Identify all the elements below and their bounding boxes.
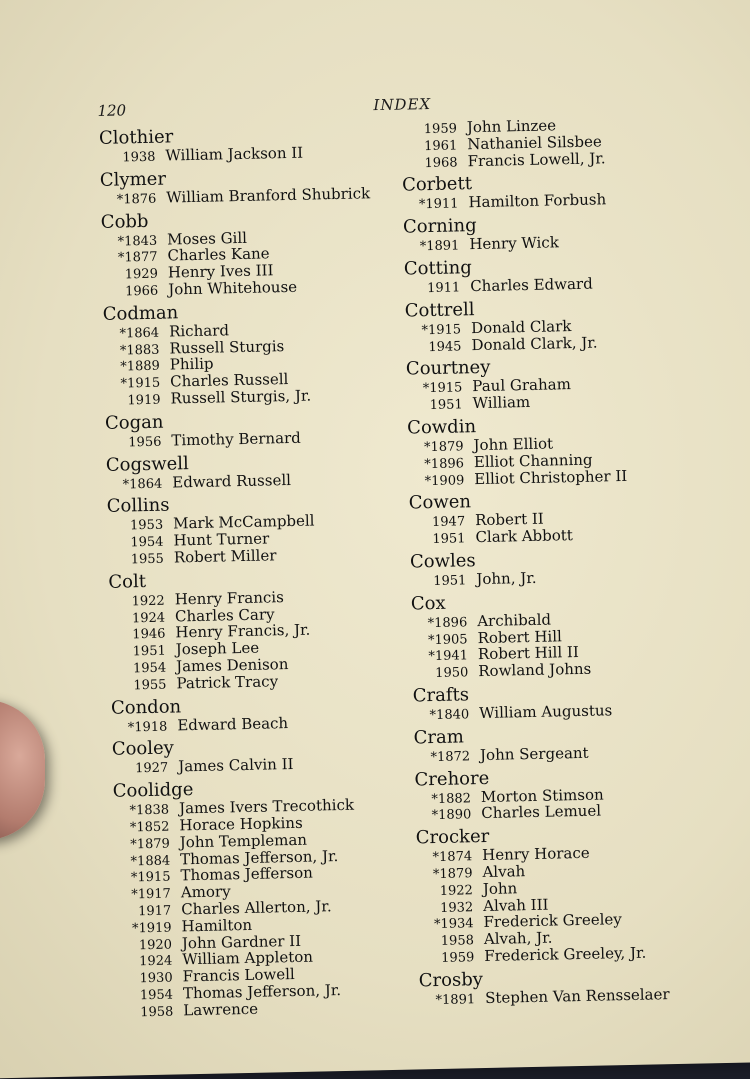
entry-year: *1883 <box>119 342 160 359</box>
entry-name: John Sergeant <box>479 743 589 764</box>
surname-heading: Cobb <box>100 210 149 233</box>
entry-year: *1879 <box>130 836 170 853</box>
entry-name: John Elliot <box>473 434 554 455</box>
page-title: INDEX <box>373 94 432 115</box>
entry-year: 1911 <box>427 280 461 297</box>
entry-name: James Denison <box>175 655 289 676</box>
entry-name: Philip <box>169 354 214 374</box>
entry-name: William Branford Shubrick <box>166 184 371 207</box>
entry-year: *1843 <box>117 233 158 250</box>
entry-name: Rowland Johns <box>478 659 592 681</box>
entry-year: *1877 <box>117 250 158 266</box>
entry-year: 1932 <box>439 899 474 916</box>
entry-year: *1918 <box>127 719 168 735</box>
entry-name: William Jackson II <box>165 143 304 165</box>
entry-year: 1929 <box>124 266 159 283</box>
entry-year: *1909 <box>424 472 465 489</box>
entry-year: 1955 <box>133 677 167 694</box>
surname-heading: Corning <box>402 215 477 238</box>
surname-heading: Coolidge <box>112 779 194 802</box>
entry-name: Donald Clark <box>470 316 572 337</box>
entry-name: Richard <box>168 321 230 341</box>
entry-year: 1951 <box>132 643 166 660</box>
entry-name: Joseph Lee <box>175 638 260 659</box>
entry-year: *1879 <box>432 866 473 883</box>
entry-year: 1954 <box>139 987 174 1004</box>
entry-year: 1956 <box>128 434 162 451</box>
entry-name: Henry Francis <box>174 587 284 609</box>
entry-name: John, Jr. <box>476 568 537 589</box>
entry-year: 1954 <box>132 660 167 677</box>
entry-year: *1891 <box>435 991 476 1008</box>
entry-name: Archibald <box>477 610 552 630</box>
entry-year: *1838 <box>129 802 170 819</box>
entry-name: Thomas Jefferson, Jr. <box>179 846 339 868</box>
entry-year: *1864 <box>122 476 163 493</box>
entry-year: *1840 <box>429 707 470 724</box>
surname-heading: Corbett <box>401 173 473 196</box>
entry-year: 1924 <box>139 953 173 970</box>
entry-name: Alvah <box>482 862 526 881</box>
entry-name: Paul Graham <box>472 375 572 396</box>
entry-year: 1951 <box>429 397 463 414</box>
entry-year: 1945 <box>428 338 462 355</box>
surname-heading: Cox <box>410 592 446 615</box>
entry-year: 1951 <box>433 573 467 589</box>
surname-heading: Courtney <box>405 357 491 380</box>
surname-heading: Crocker <box>415 826 490 849</box>
entry-year: 1959 <box>441 950 475 966</box>
entry-year: *1896 <box>427 615 468 631</box>
entry-name: Morton Stimson <box>480 785 604 806</box>
entry-year: *1882 <box>431 790 472 807</box>
surname-heading: Crafts <box>412 684 470 707</box>
surname-heading: Colt <box>108 570 147 593</box>
entry-name: John Whitehouse <box>168 277 298 299</box>
entry-name: Russell Sturgis, Jr. <box>170 386 312 408</box>
entry-year: 1924 <box>131 610 166 626</box>
entry-name: Horace Hopkins <box>179 813 303 835</box>
entry-name: William <box>472 393 531 413</box>
entry-year: *1874 <box>432 849 473 866</box>
entry-name: Alvah III <box>483 895 549 915</box>
entry-name: Moses Gill <box>166 228 248 249</box>
surname-heading: Clothier <box>98 126 174 149</box>
entry-year: *1884 <box>130 853 171 869</box>
entry-name: Nathaniel Silsbee <box>467 132 602 154</box>
entry-name: Charles Lemuel <box>481 801 602 823</box>
entry-name: Henry Ives III <box>167 261 274 282</box>
entry-year: 1958 <box>140 1004 174 1020</box>
entry-name: Elliot Channing <box>473 450 593 471</box>
entry-year: *1905 <box>427 631 468 648</box>
entry-year: *1917 <box>131 886 172 903</box>
entry-year: 1966 <box>125 283 159 300</box>
entry-year: *1934 <box>433 916 474 933</box>
entry-year: *1915 <box>421 322 462 338</box>
entry-year: 1919 <box>127 392 161 409</box>
entry-year: 1953 <box>129 518 164 534</box>
surname-heading: Cowdin <box>406 416 477 439</box>
entry-year: 1930 <box>139 970 173 987</box>
entry-name: Francis Lowell, Jr. <box>467 148 606 170</box>
entry-name: Frederick Greeley, Jr. <box>484 943 647 965</box>
entry-name: Robert Miller <box>173 546 277 567</box>
surname-heading: Cowles <box>409 550 476 573</box>
entry-year: 1968 <box>424 155 458 171</box>
entry-year: *1879 <box>423 439 464 456</box>
entry-year: *1919 <box>131 920 172 937</box>
entry-name: Charles Allerton, Jr. <box>181 897 332 919</box>
entry-year: *1911 <box>418 196 459 213</box>
entry-name: Thomas Jefferson, Jr. <box>182 980 342 1003</box>
entry-year: *1889 <box>120 359 160 375</box>
entry-year: 1938 <box>122 149 156 166</box>
entry-name: Charles Russell <box>169 370 289 391</box>
entry-year: 1922 <box>439 882 474 899</box>
entry-name: Frederick Greeley <box>483 910 622 932</box>
entry-year: 1920 <box>138 937 173 953</box>
entry-name: Hamilton Forbush <box>468 190 607 212</box>
surname-heading: Cooley <box>111 737 175 761</box>
entry-year: *1915 <box>422 380 463 397</box>
entry-name: Amory <box>180 882 231 902</box>
entry-name: Hunt Turner <box>173 529 270 550</box>
entry-name: Alvah, Jr. <box>483 928 553 949</box>
entry-year: 1950 <box>435 665 469 682</box>
surname-heading: Crosby <box>418 968 484 992</box>
entry-name: Edward Beach <box>177 713 289 734</box>
surname-heading: Collins <box>106 494 170 518</box>
entry-name: Henry Wick <box>469 233 559 254</box>
entry-name: Robert Hill <box>477 626 563 647</box>
entry-name: Mark McCampbell <box>172 511 315 533</box>
entry-name: Charles Kane <box>167 244 270 265</box>
entry-year: 1946 <box>132 626 166 643</box>
entry-year: 1917 <box>137 903 172 920</box>
entry-name: Charles Edward <box>470 274 593 296</box>
entry-name: Francis Lowell <box>182 965 295 986</box>
entry-name: William Augustus <box>478 701 613 723</box>
surname-heading: Crehore <box>414 767 490 790</box>
entry-name: Donald Clark, Jr. <box>471 333 598 354</box>
entry-name: Stephen Van Rensselaer <box>484 984 670 1007</box>
entry-name: Henry Horace <box>481 843 590 865</box>
entry-year: 1955 <box>130 551 165 568</box>
entry-name: James Calvin II <box>178 755 294 776</box>
entry-name: Lawrence <box>183 999 259 1020</box>
entry-year: 1927 <box>135 760 169 777</box>
entry-name: Robert Hill II <box>477 643 579 664</box>
entry-name: Charles Cary <box>174 604 275 625</box>
surname-heading: Cowen <box>408 491 472 514</box>
entry-year: 1961 <box>424 138 458 154</box>
surname-heading: Cram <box>413 726 465 749</box>
entry-year: 1954 <box>130 534 164 551</box>
entry-name: Robert II <box>474 510 544 530</box>
entry-year: *1915 <box>120 375 161 392</box>
entry-year: *1941 <box>428 648 469 665</box>
entry-year: *1864 <box>119 325 160 342</box>
entry-name: Russell Sturgis <box>169 336 285 358</box>
entry-year: *1891 <box>419 238 460 255</box>
entry-year: 1947 <box>431 514 466 531</box>
surname-heading: Clymer <box>99 168 167 191</box>
entry-name: John Linzee <box>466 116 557 137</box>
surname-heading: Cogswell <box>105 452 190 476</box>
entry-name: John <box>482 879 518 898</box>
entry-name: Elliot Christopher II <box>474 466 628 488</box>
entry-name: Patrick Tracy <box>176 672 279 693</box>
entry-name: James Ivers Trecothick <box>178 795 355 818</box>
entry-year: *1852 <box>129 819 170 836</box>
entry-year: *1872 <box>430 749 471 765</box>
surname-heading: Cogan <box>104 411 164 434</box>
entry-year: 1959 <box>423 121 458 138</box>
page-number: 120 <box>97 101 127 120</box>
entry-year: *1915 <box>130 869 171 886</box>
index-column-left <box>99 121 448 1021</box>
surname-heading: Codman <box>102 302 179 325</box>
entry-year: *1890 <box>431 807 472 824</box>
entry-year: 1922 <box>131 593 165 610</box>
index-column-right <box>401 115 750 1009</box>
entry-year: 1951 <box>432 531 466 548</box>
entry-name: Edward Russell <box>172 470 292 492</box>
surname-heading: Cotting <box>403 257 473 280</box>
entry-year: *1896 <box>424 456 465 472</box>
surname-heading: Condon <box>110 695 182 719</box>
entry-year: *1876 <box>116 191 157 208</box>
entry-name: Hamilton <box>181 915 253 936</box>
entry-year: 1958 <box>440 933 475 950</box>
entry-name: William Appleton <box>182 947 314 969</box>
entry-name: Timothy Bernard <box>171 428 301 450</box>
entry-name: John Gardner II <box>181 931 302 952</box>
entry-name: Henry Francis, Jr. <box>175 620 311 642</box>
surname-heading: Cottrell <box>404 298 475 322</box>
entry-name: Thomas Jefferson <box>180 863 313 885</box>
entry-name: John Templeman <box>179 830 308 852</box>
entry-name: Clark Abbott <box>475 526 574 547</box>
